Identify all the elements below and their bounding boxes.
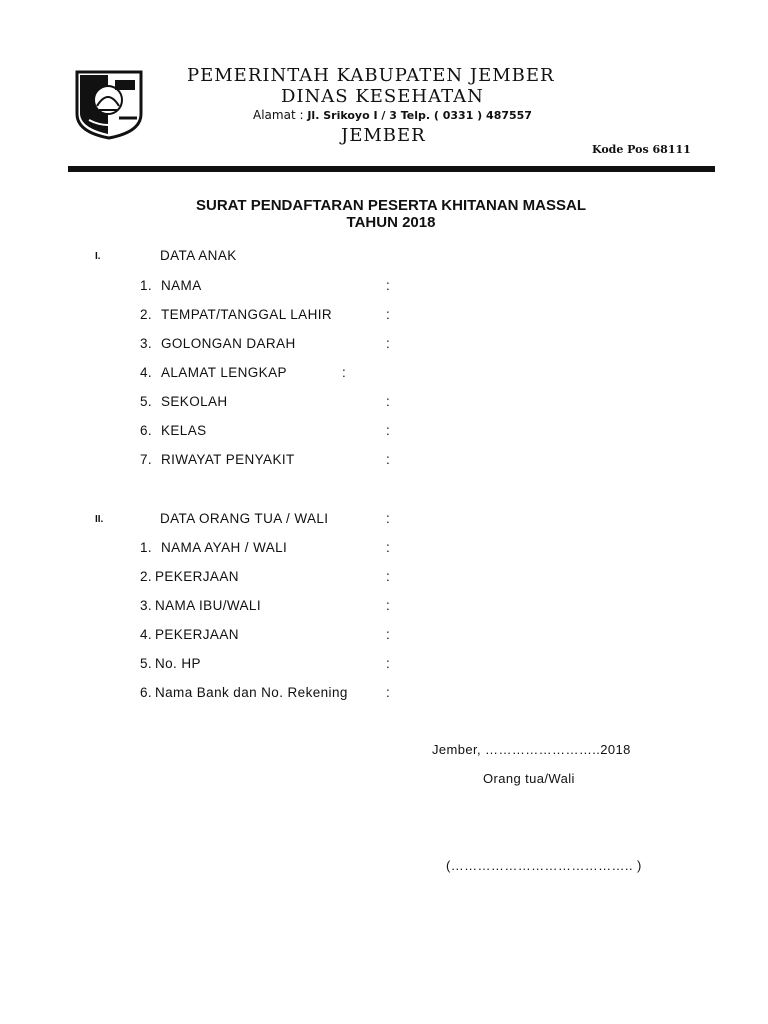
- place-date-line: Jember, ……………………..2018: [432, 742, 631, 757]
- child-field-number: 5.: [140, 394, 153, 409]
- child-field-label: SEKOLAH: [161, 394, 228, 409]
- parent-field-label: No. HP: [155, 656, 201, 671]
- parent-field-number: 6.: [140, 685, 153, 700]
- child-field-label: KELAS: [161, 423, 207, 438]
- parent-field-colon: :: [386, 685, 390, 700]
- child-field-colon: :: [386, 394, 390, 409]
- header-address: [253, 108, 532, 122]
- child-field-label: TEMPAT/TANGGAL LAHIR: [161, 307, 333, 322]
- section-1-heading: DATA ANAK: [160, 248, 237, 263]
- child-field-number: 6.: [140, 423, 153, 438]
- address-prefix: Alamat :: [253, 108, 304, 122]
- parent-field-number: 5.: [140, 656, 153, 671]
- child-field-label: ALAMAT LENGKAP: [161, 365, 287, 380]
- signer-role: Orang tua/Wali: [483, 771, 575, 786]
- child-field-number: 1.: [140, 278, 153, 293]
- child-field-colon: :: [342, 365, 346, 380]
- parent-field-number: 3.: [140, 598, 153, 613]
- document-title: SURAT PENDAFTARAN PESERTA KHITANAN MASSAL: [196, 197, 586, 214]
- child-field-colon: :: [386, 336, 390, 351]
- parent-field-label: NAMA AYAH / WALI: [161, 540, 288, 555]
- section-1-number: I.: [95, 251, 101, 262]
- signer-name-placeholder: (………………………………….. ): [446, 858, 642, 873]
- child-field-number: 2.: [140, 307, 153, 322]
- parent-field-number: 1.: [140, 540, 153, 555]
- parent-field-label: PEKERJAAN: [155, 627, 239, 642]
- child-field-label: NAMA: [161, 278, 202, 293]
- parent-field-label: Nama Bank dan No. Rekening: [155, 685, 348, 700]
- regency-emblem-logo: [75, 70, 143, 140]
- section-2-heading: DATA ORANG TUA / WALI: [160, 511, 329, 526]
- postal-code: Kode Pos 68111: [592, 143, 691, 156]
- header-city: JEMBER: [341, 125, 426, 146]
- child-field-colon: :: [386, 278, 390, 293]
- parent-field-number: 2.: [140, 569, 153, 584]
- section-2-number: II.: [95, 514, 104, 525]
- parent-field-colon: :: [386, 569, 390, 584]
- child-field-colon: :: [386, 423, 390, 438]
- header-divider: [68, 166, 715, 172]
- parent-field-label: NAMA IBU/WALI: [155, 598, 261, 613]
- header-department: DINAS KESEHATAN: [281, 86, 484, 107]
- child-field-colon: :: [386, 452, 390, 467]
- parent-field-colon: :: [386, 598, 390, 613]
- address-detail: Jl. Srikoyo I / 3 Telp. ( 0331 ) 487557: [307, 109, 532, 122]
- parent-field-colon: :: [386, 540, 390, 555]
- section-2-heading-colon: :: [386, 511, 390, 526]
- header-government: PEMERINTAH KABUPATEN JEMBER: [187, 65, 555, 86]
- parent-field-label: PEKERJAAN: [155, 569, 239, 584]
- parent-field-colon: :: [386, 656, 390, 671]
- child-field-label: GOLONGAN DARAH: [161, 336, 296, 351]
- child-field-colon: :: [386, 307, 390, 322]
- parent-field-colon: :: [386, 627, 390, 642]
- document-year: TAHUN 2018: [346, 214, 436, 231]
- parent-field-number: 4.: [140, 627, 153, 642]
- child-field-label: RIWAYAT PENYAKIT: [161, 452, 295, 467]
- child-field-number: 3.: [140, 336, 153, 351]
- child-field-number: 7.: [140, 452, 153, 467]
- child-field-number: 4.: [140, 365, 153, 380]
